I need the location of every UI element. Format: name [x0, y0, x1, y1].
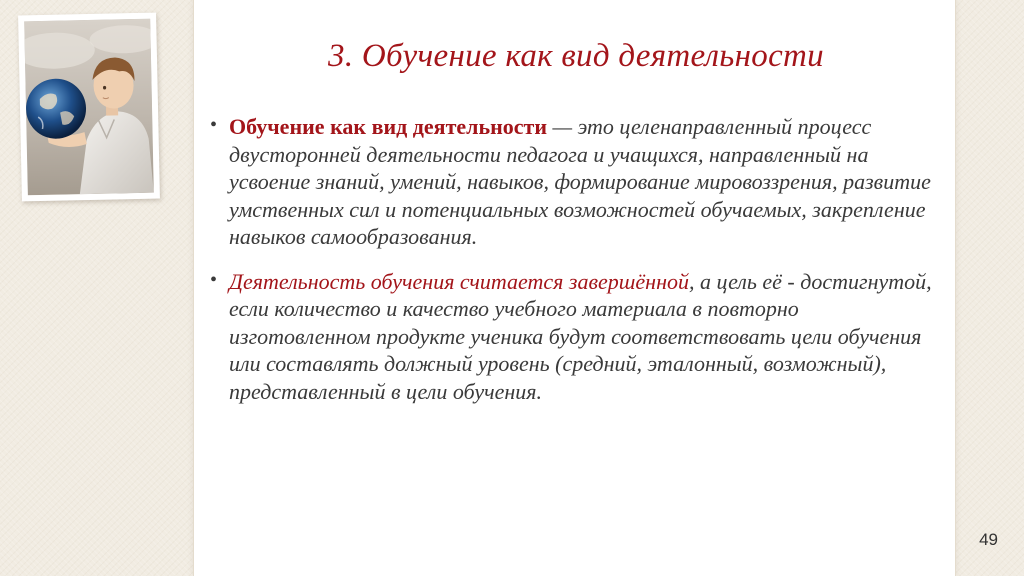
bullet-text: — это целенаправленный процесс двусторонней деятельности педагога и учащихся, направленный на усвоение знаний, умений, навыков, формирование мировоззрения, развитие умственных сил и потенциальных возможностей обучаемых, закрепление навыков самообразования.	[229, 114, 931, 249]
slide-title: 3. Обучение как вид деятельности	[328, 38, 824, 74]
bullet-term: Деятельность обучения считается завершённой	[229, 268, 690, 294]
bullet-list	[208, 113, 938, 405]
bullet-term: Обучение как вид деятельности	[229, 114, 548, 139]
bullet-item	[208, 268, 938, 406]
boy-holding-globe-photo	[24, 19, 154, 196]
page-number: 49	[979, 530, 998, 549]
bullet-marker: •	[210, 268, 218, 291]
photo-illustration	[24, 19, 154, 196]
photo-frame	[18, 13, 160, 202]
bullet-text: , а цель её - достигнутой, если количество и качество учебного материала в повторно изготовленном продукте ученика будут соответствовать цели обучения или составлять должный уровень (средний, эталонный, возможный), представленный в цели обучения.	[229, 268, 932, 404]
bullet-item	[208, 113, 938, 251]
bullet-marker: •	[210, 114, 218, 136]
